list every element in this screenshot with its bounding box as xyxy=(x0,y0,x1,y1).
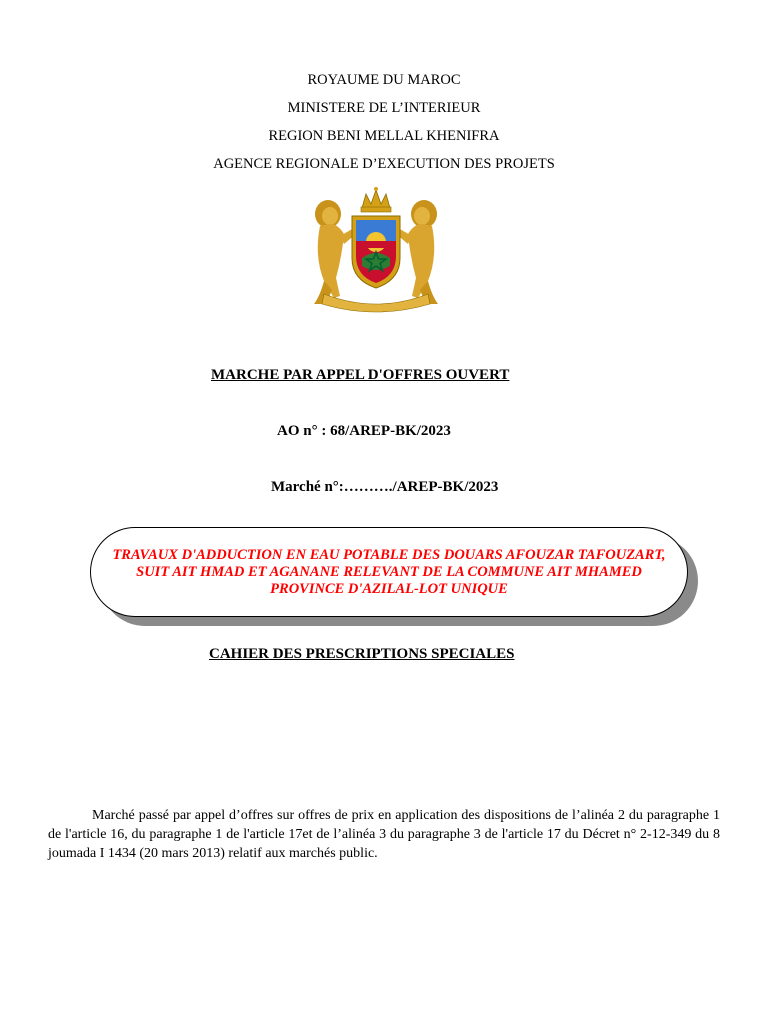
right-lion-icon xyxy=(396,200,438,304)
left-lion-icon xyxy=(314,200,356,304)
document-type-title: CAHIER DES PRESCRIPTIONS SPECIALES xyxy=(209,646,515,662)
header-line-kingdom: ROYAUME DU MAROC xyxy=(307,72,461,88)
header-line-ministry: MINISTERE DE L’INTERIEUR xyxy=(287,100,481,116)
body-paragraph: Marché passé par appel d’offres sur offres de prix en application des dispositions de l’alinéa 2 du paragraphe 1 de l'article 16, du paragraphe 1 de l'article 17et de l’alinéa 3 du paragraphe 3 de l'article 17 du Décret n° 2-12-349 du 8 joumada I 1434 (20 mars 2013) relatif aux marchés public. xyxy=(48,808,720,861)
crown-icon xyxy=(361,187,391,212)
project-title: TRAVAUX D'ADDUCTION EN EAU POTABLE DES DOUARS AFOUZAR TAFOUZART, SUIT AIT HMAD ET AGANANE RELEVANT DE LA COMMUNE AIT MHAMED PROVINCE D'AZILAL-LOT UNIQUE xyxy=(112,546,666,597)
shield-icon xyxy=(352,216,400,288)
header-line-region: REGION BENI MELLAL KHENIFRA xyxy=(268,128,500,144)
procedure-title: MARCHE PAR APPEL D'OFFRES OUVERT xyxy=(211,367,510,383)
marche-number: Marché n°:………./AREP-BK/2023 xyxy=(271,479,499,495)
header-line-agency: AGENCE REGIONALE D’EXECUTION DES PROJETS xyxy=(213,156,555,172)
ao-number: AO n° : 68/AREP-BK/2023 xyxy=(277,423,451,439)
moroccan-coat-of-arms-icon xyxy=(306,186,446,316)
motto-ribbon xyxy=(322,294,430,312)
project-title-box xyxy=(90,527,688,617)
